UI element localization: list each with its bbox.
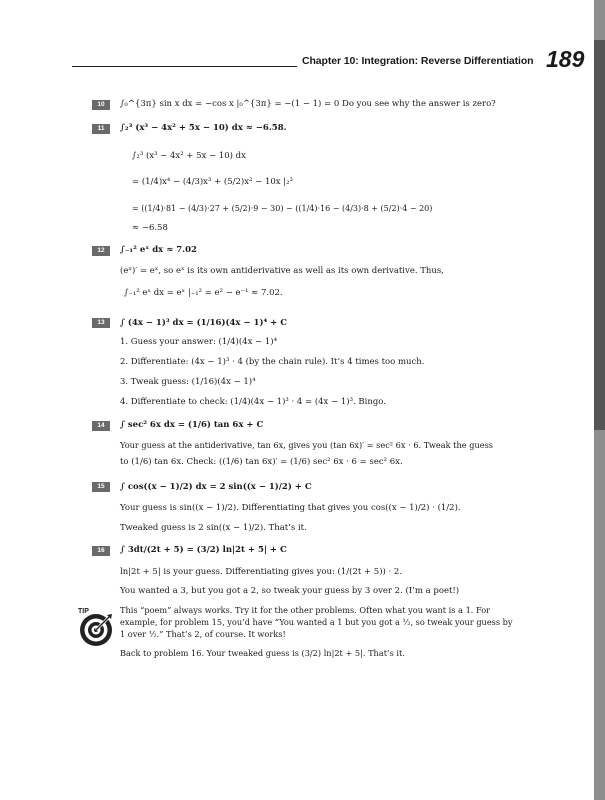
text-line: Tweaked guess is 2 sin((x − 1)/2). That’s it.: [120, 523, 307, 533]
answer-line: ∫ (4x − 1)³ dx = (1/16)(4x − 1)⁴ + C: [120, 318, 287, 328]
text-line: to (1/6) tan 6x. Check: ((1/6) tan 6x)′ = (1/6) sec² 6x · 6 = sec² 6x.: [120, 457, 403, 467]
math-line: ∫₋₁² eˣ dx = eˣ |₋₁² = e² − e⁻¹ ≈ 7.02.: [124, 288, 283, 298]
text-line: ln|2t + 5| is your guess. Differentiating gives you: (1/(2t + 5)) · 2.: [120, 567, 403, 577]
text-line: You wanted a 3, but you got a 2, so tweak your guess by 3 over 2. (I’m a poet!): [120, 586, 460, 596]
problem-number: 15: [92, 482, 110, 492]
text-line: Your guess at the antiderivative, tan 6x, gives you (tan 6x)′ = sec² 6x · 6. Tweak the guess: [120, 440, 493, 450]
tip-target-icon: [78, 604, 114, 652]
problem-number: 10: [92, 100, 110, 110]
math-line: ∫₀^{3π} sin x dx = −cos x |₀^{3π} = −(1 − 1) = 0 Do you see why the answer is zero?: [120, 99, 496, 109]
math-line: ≈ −6.58: [132, 223, 168, 233]
chapter-tab-marker: [594, 40, 605, 430]
tip-text-line: This “poem” always works. Try it for the other problems. Often what you want is a 1. For: [120, 605, 491, 615]
answer-line: ∫₋₁² eˣ dx ≈ 7.02: [120, 245, 197, 255]
step-line: 3. Tweak guess: (1/16)(4x − 1)⁴: [120, 377, 256, 387]
math-line: = ((1/4)·81 − (4/3)·27 + (5/2)·9 − 30) − ((1/4)·16 − (4/3)·8 + (5/2)·4 − 20): [132, 204, 433, 213]
problem-number: 16: [92, 546, 110, 556]
tip-label: TIP: [78, 608, 89, 615]
problem-number: 13: [92, 318, 110, 328]
math-line: = (1/4)x⁴ − (4/3)x³ + (5/2)x² − 10x |₂³: [132, 177, 293, 187]
problem-number: 14: [92, 421, 110, 431]
step-line: 1. Guess your answer: (1/4)(4x − 1)⁴: [120, 337, 278, 347]
chapter-title: Chapter 10: Integration: Reverse Differentiation: [302, 55, 534, 67]
text-line: Your guess is sin((x − 1)/2). Differentiating that gives you cos((x − 1)/2) · (1/2).: [120, 503, 461, 513]
tip-text-line: 1 over ½.” That’s 2, of course. It works!: [120, 629, 286, 639]
header-rule: [72, 66, 297, 67]
page-number: 189: [546, 46, 585, 72]
tip-text-line: example, for problem 15, you’d have “You wanted a 1 but you got a ½, so tweak your guess by: [120, 617, 513, 627]
answer-line: ∫ 3dt/(2t + 5) = (3/2) ln|2t + 5| + C: [120, 545, 287, 555]
step-line: 4. Differentiate to check: (1/4)(4x − 1)³ · 4 = (4x − 1)³. Bingo.: [120, 397, 386, 407]
page-edge-bar: [594, 0, 605, 800]
problem-number: 12: [92, 246, 110, 256]
tip-text-line: Back to problem 16. Your tweaked guess is (3/2) ln|2t + 5|. That’s it.: [120, 648, 405, 658]
step-line: 2. Differentiate: (4x − 1)³ · 4 (by the chain rule). It’s 4 times too much.: [120, 357, 425, 367]
problem-number: 11: [92, 124, 110, 134]
answer-line: ∫ cos((x − 1)/2) dx = 2 sin((x − 1)/2) + C: [120, 482, 312, 492]
text-line: (eˣ)′ = eˣ, so eˣ is its own antiderivative as well as its own derivative. Thus,: [120, 266, 444, 276]
answer-line: ∫₂³ (x³ − 4x² + 5x − 10) dx ≈ −6.58.: [120, 123, 287, 133]
answer-line: ∫ sec² 6x dx = (1/6) tan 6x + C: [120, 420, 264, 430]
math-line: ∫₂³ (x³ − 4x² + 5x − 10) dx: [132, 151, 246, 161]
